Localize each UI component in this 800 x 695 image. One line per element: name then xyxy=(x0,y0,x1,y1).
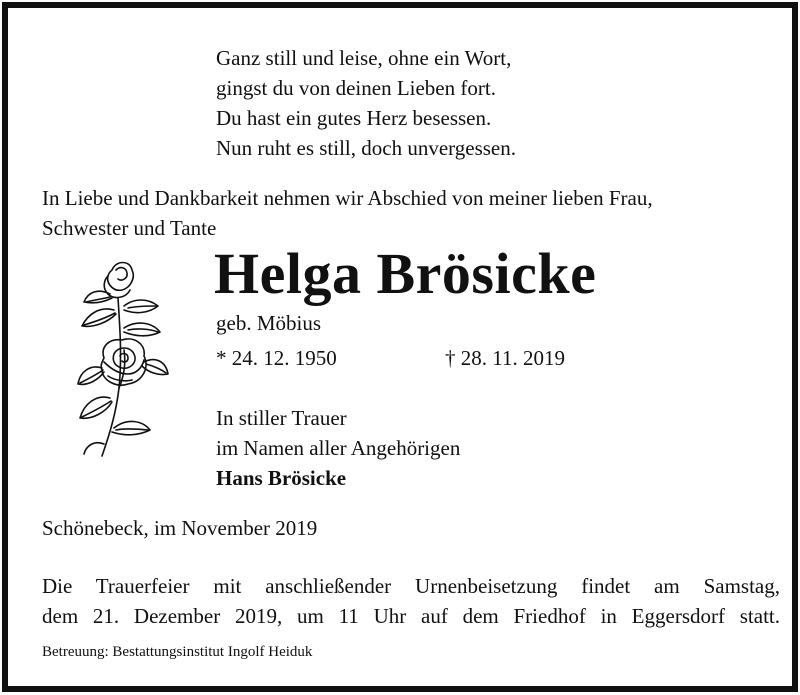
obituary-notice xyxy=(2,2,798,692)
mourners-line: In stiller Trauer xyxy=(216,406,347,430)
birth-date: * 24. 12. 1950 xyxy=(216,346,337,370)
deceased-name: Helga Brösicke xyxy=(214,241,597,306)
death-date: † 28. 11. 2019 xyxy=(445,346,565,370)
mourner-signature: Hans Brösicke xyxy=(216,466,347,490)
intro-line: Schwester und Tante xyxy=(42,216,217,240)
intro-text xyxy=(42,183,653,243)
rose-icon xyxy=(74,258,174,458)
funeral-line: dem 21. Dezember 2019, um 11 Uhr auf dem Friedhof in Eggersdorf statt. xyxy=(42,604,780,628)
poem xyxy=(216,43,516,163)
mourners-line: im Namen aller Angehörigen xyxy=(216,436,461,460)
poem-line: Du hast ein gutes Herz besessen. xyxy=(216,106,492,130)
funeral-info xyxy=(42,571,780,631)
poem-line: gingst du von deinen Lieben fort. xyxy=(216,76,496,100)
poem-line: Nun ruht es still, doch unvergessen. xyxy=(216,136,516,160)
funeral-line: Die Trauerfeier mit anschließender Urnenbeisetzung findet am Samstag, xyxy=(42,574,780,598)
intro-line: In Liebe und Dankbarkeit nehmen wir Abschied von meiner lieben Frau, xyxy=(42,186,653,210)
place-date: Schönebeck, im November 2019 xyxy=(42,516,318,540)
mourners-block xyxy=(216,403,460,493)
funeral-home-credit: Betreuung: Bestattungsinstitut Ingolf Heiduk xyxy=(42,644,313,660)
birth-name: geb. Möbius xyxy=(216,311,321,335)
poem-line: Ganz still und leise, ohne ein Wort, xyxy=(216,46,512,70)
